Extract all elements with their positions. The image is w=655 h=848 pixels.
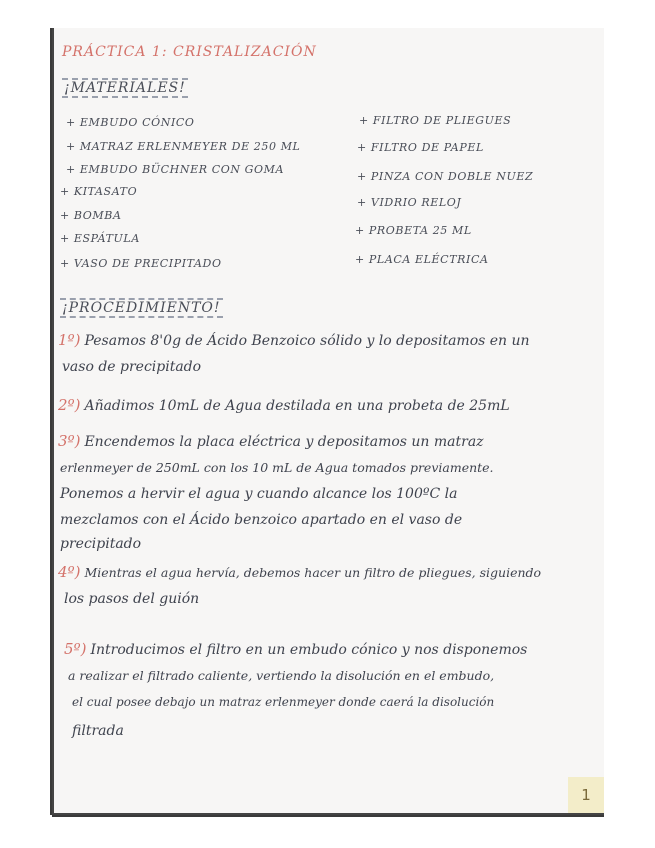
- procedimiento-heading: ¡PROCEDIMIENTO!: [62, 300, 221, 316]
- step-line: filtrada: [72, 723, 124, 739]
- step-number: 3º): [58, 432, 81, 450]
- step-number: 5º): [64, 640, 87, 658]
- step-line: Pesamos 8'0g de Ácido Benzoico sólido y lo depositamos en un: [84, 333, 530, 349]
- step-line: Introducimos el filtro en un embudo cónico y nos disponemos: [90, 642, 528, 658]
- step-3: [58, 432, 484, 450]
- page-title: PRÁCTICA 1: CRISTALIZACIÓN: [62, 44, 317, 60]
- step-line: erlenmeyer de 250mL con los 10 mL de Agua tomados previamente.: [60, 460, 494, 475]
- step-line: Añadimos 10mL de Agua destilada en una probeta de 25mL: [84, 398, 510, 414]
- step-line: vaso de precipitado: [62, 359, 202, 375]
- material-item: + PLACA ELÉCTRICA: [355, 253, 489, 266]
- materiales-heading: ¡MATERIALES!: [64, 80, 186, 96]
- notebook-page: [52, 28, 604, 815]
- material-item: + EMBUDO BÜCHNER CON GOMA: [66, 163, 285, 176]
- material-item: + FILTRO DE PAPEL: [357, 141, 484, 154]
- material-item: + EMBUDO CÓNICO: [66, 116, 195, 129]
- step-line: los pasos del guión: [64, 591, 200, 607]
- step-4: [58, 563, 541, 581]
- material-item: + PINZA CON DOBLE NUEZ: [357, 170, 534, 183]
- step-line: Encendemos la placa eléctrica y depositamos un matraz: [84, 434, 484, 450]
- material-item: + PROBETA 25 ML: [355, 224, 472, 237]
- step-line: mezclamos con el Ácido benzoico apartado en el vaso de: [60, 512, 463, 528]
- page-number: 1: [568, 777, 604, 813]
- material-item: + ESPÁTULA: [60, 232, 140, 245]
- material-item: + FILTRO DE PLIEGUES: [359, 114, 512, 127]
- step-number: 4º): [58, 563, 81, 581]
- step-line: Mientras el agua hervía, debemos hacer un filtro de pliegues, siguiendo: [84, 565, 542, 580]
- step-line: Ponemos a hervir el agua y cuando alcance los 100ºC la: [60, 486, 458, 502]
- material-item: + VASO DE PRECIPITADO: [60, 257, 222, 270]
- step-line: a realizar el filtrado caliente, vertiendo la disolución en el embudo,: [68, 668, 495, 683]
- step-1: [58, 331, 530, 349]
- material-item: + MATRAZ ERLENMEYER DE 250 ML: [66, 140, 301, 153]
- step-2: [58, 396, 510, 414]
- material-item: + KITASATO: [60, 185, 138, 198]
- step-5: [64, 640, 527, 658]
- material-item: + BOMBA: [60, 209, 122, 222]
- material-item: + VIDRIO RELOJ: [357, 196, 462, 209]
- step-line: el cual posee debajo un matraz erlenmeyer donde caerá la disolución: [72, 695, 495, 709]
- step-number: 1º): [58, 331, 81, 349]
- step-number: 2º): [58, 396, 81, 414]
- step-line: precipitado: [60, 536, 142, 552]
